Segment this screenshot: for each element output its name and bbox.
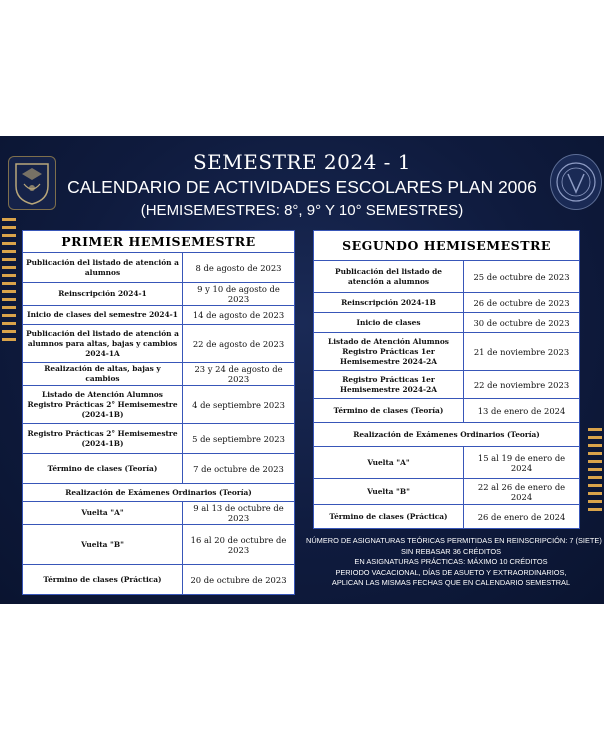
row-label: Listado de Atención Alumnos Registro Prácticas 2° Hemisemestre (2024-1B)	[23, 386, 183, 424]
exam-section-title: Realización de Exámenes Ordinarios (Teoría)	[314, 423, 580, 447]
row-label: Publicación del listado de atención a alumnos	[314, 261, 464, 293]
row-value: 25 de octubre de 2023	[464, 261, 580, 293]
row-value: 9 y 10 de agosto de 2023	[183, 283, 295, 306]
row-value: 16 al 20 de octubre de 2023	[183, 525, 295, 565]
table-row	[314, 371, 580, 399]
row-value: 15 al 19 de enero de 2024	[464, 447, 580, 479]
table-row	[314, 261, 580, 293]
row-value: 21 de noviembre 2023	[464, 333, 580, 371]
note-line: EN ASIGNATURAS PRÁCTICAS: MÁXIMO 10 CRÉDITOS	[354, 557, 548, 566]
table-row	[23, 424, 295, 454]
exam-section-title: Realización de Exámenes Ordinarios (Teoría)	[23, 484, 295, 502]
table-row	[23, 525, 295, 565]
table-row	[23, 502, 295, 525]
table-row	[314, 447, 580, 479]
row-label: Listado de Atención Alumnos Registro Prácticas 1er Hemisemestre 2024-2A	[314, 333, 464, 371]
table-row	[23, 363, 295, 386]
page-title: SEMESTRE 2024 - 1	[192, 150, 412, 174]
row-label: Registro Prácticas 1er Hemisemestre 2024-2A	[314, 371, 464, 399]
reinscription-notes	[306, 536, 602, 589]
row-label: Vuelta "B"	[314, 479, 464, 505]
decorative-stripes-left	[2, 218, 16, 346]
page-subtitle-2: (HEMISEMESTRES: 8°, 9° Y 10° SEMESTRES)	[140, 202, 464, 219]
table-row	[314, 313, 580, 333]
row-value: 7 de octubre de 2023	[183, 454, 295, 484]
row-label: Reinscripción 2024-1B	[314, 293, 464, 313]
row-value: 14 de agosto de 2023	[183, 306, 295, 325]
row-label: Vuelta "A"	[314, 447, 464, 479]
row-label: Término de clases (Teoría)	[314, 399, 464, 423]
row-label: Reinscripción 2024-1	[23, 283, 183, 306]
row-label: Término de clases (Práctica)	[23, 565, 183, 595]
calendar-poster	[0, 136, 604, 604]
table-row	[23, 325, 295, 363]
row-value: 22 de agosto de 2023	[183, 325, 295, 363]
note-line: NÚMERO DE ASIGNATURAS TEÓRICAS PERMITIDAS EN REINSCRIPCIÓN: 7 (SIETE)	[306, 536, 602, 545]
row-label: Publicación del listado de atención a alumnos	[23, 253, 183, 283]
row-value: 4 de septiembre 2023	[183, 386, 295, 424]
row-value: 8 de agosto de 2023	[183, 253, 295, 283]
table-row	[23, 454, 295, 484]
row-value: 5 de septiembre 2023	[183, 424, 295, 454]
row-value: 20 de octubre de 2023	[183, 565, 295, 595]
row-value: 26 de octubre de 2023	[464, 293, 580, 313]
page-subtitle: CALENDARIO DE ACTIVIDADES ESCOLARES PLAN 2006	[67, 177, 537, 197]
row-label: Término de clases (Práctica)	[314, 505, 464, 529]
note-line: APLICAN LAS MISMAS FECHAS QUE EN CALENDARIO SEMESTRAL	[331, 578, 571, 587]
table-row	[314, 293, 580, 313]
row-value: 22 de noviembre 2023	[464, 371, 580, 399]
row-label: Inicio de clases del semestre 2024-1	[23, 306, 183, 325]
table-row	[23, 306, 295, 325]
row-label: Realización de altas, bajas y cambios	[23, 363, 183, 386]
decorative-stripes-right	[588, 428, 602, 516]
table-title: PRIMER HEMISEMESTRE	[23, 231, 295, 253]
row-value: 22 al 26 de enero de 2024	[464, 479, 580, 505]
row-value: 13 de enero de 2024	[464, 399, 580, 423]
table-row	[314, 505, 580, 529]
note-line: PERIODO VACACIONAL, DÍAS DE ASUETO Y EXTRAORDINARIOS,	[335, 567, 567, 577]
row-label: Vuelta "A"	[23, 502, 183, 525]
note-line: SIN REBASAR 36 CRÉDITOS	[400, 546, 502, 556]
table-row	[314, 333, 580, 371]
primer-hemisemestre-table	[22, 230, 295, 595]
table-row	[314, 479, 580, 505]
row-label: Inicio de clases	[314, 313, 464, 333]
row-label: Publicación del listado de atención a alumnos para altas, bajas y cambios 2024-1A	[23, 325, 183, 363]
table-row	[314, 399, 580, 423]
row-label: Vuelta "B"	[23, 525, 183, 565]
row-value: 26 de enero de 2024	[464, 505, 580, 529]
table-row	[23, 565, 295, 595]
row-value: 9 al 13 de octubre de 2023	[183, 502, 295, 525]
table-row	[23, 386, 295, 424]
row-value: 30 de octubre de 2023	[464, 313, 580, 333]
row-label: Registro Prácticas 2° Hemisemestre (2024-1B)	[23, 424, 183, 454]
row-label: Término de clases (Teoría)	[23, 454, 183, 484]
segundo-hemisemestre-table	[313, 230, 580, 529]
row-value: 23 y 24 de agosto de 2023	[183, 363, 295, 386]
table-row	[23, 253, 295, 283]
table-row	[23, 283, 295, 306]
table-title: SEGUNDO HEMISEMESTRE	[314, 231, 580, 261]
